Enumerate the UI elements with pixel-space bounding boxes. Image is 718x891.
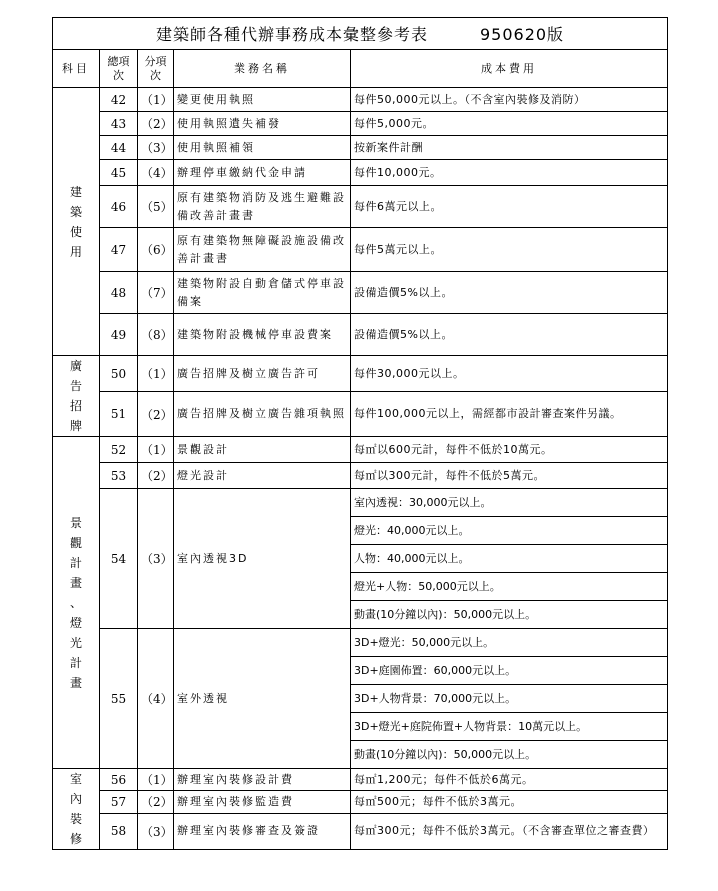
table-row	[53, 392, 668, 437]
item-total-number: 51	[100, 392, 138, 437]
category-cell	[53, 769, 100, 850]
item-sub-number: （7）	[138, 272, 174, 314]
table-row	[53, 228, 668, 272]
item-cost: 每件50,000元以上。（不含室內裝修及消防）	[351, 88, 668, 112]
table-row	[53, 813, 668, 849]
item-total-number: 43	[100, 112, 138, 136]
item-cost: 每件6萬元以上。	[351, 186, 668, 228]
table-row	[53, 314, 668, 356]
cost-line: 動畫(10分鐘以內)：50,000元以上。	[354, 748, 537, 761]
category-cell	[53, 356, 100, 437]
cost-line: 燈光：40,000元以上。	[351, 517, 667, 545]
item-cost: 每件100,000元以上，需經都市設計審查案件另議。	[351, 392, 668, 437]
item-cost: 每㎡以600元計，每件不低於10萬元。	[351, 437, 668, 463]
item-sub-number: （3）	[138, 136, 174, 160]
table-row	[53, 88, 668, 112]
table-row	[53, 629, 668, 769]
item-sub-number: （4）	[138, 629, 174, 769]
table-title	[53, 18, 668, 50]
item-sub-number: （6）	[138, 228, 174, 272]
item-total-number: 45	[100, 160, 138, 186]
category-cell	[53, 88, 100, 356]
item-name: 建築物附設自動倉儲式停車設備案	[174, 272, 351, 314]
item-total-number: 58	[100, 813, 138, 849]
item-sub-number: （5）	[138, 186, 174, 228]
table-row	[53, 136, 668, 160]
item-cost: 每㎡1,200元；每件不低於6萬元。	[351, 769, 668, 791]
cost-line: 3D+人物背景：70,000元以上。	[351, 685, 667, 713]
header-category: 科目	[53, 50, 100, 88]
header-name: 業務名稱	[174, 50, 351, 88]
cost-line: 人物：40,000元以上。	[351, 545, 667, 573]
item-total-number: 42	[100, 88, 138, 112]
item-total-number: 55	[100, 629, 138, 769]
item-name: 原有建築物消防及逃生避難設備改善計畫書	[174, 186, 351, 228]
item-name: 燈光設計	[174, 463, 351, 489]
cost-list-cell	[351, 629, 668, 769]
header-sub-no: 分項次	[138, 50, 174, 88]
item-total-number: 50	[100, 356, 138, 392]
table-row	[53, 272, 668, 314]
item-sub-number: （1）	[138, 356, 174, 392]
cost-list-cell	[351, 489, 668, 629]
item-sub-number: （1）	[138, 88, 174, 112]
table-row	[53, 112, 668, 136]
cost-line: 動畫(10分鐘以內)：50,000元以上。	[354, 608, 537, 621]
item-cost: 按新案件計酬	[351, 136, 668, 160]
item-total-number: 44	[100, 136, 138, 160]
item-cost: 設備造價5%以上。	[351, 314, 668, 356]
item-cost: 每㎡以300元計，每件不低於5萬元。	[351, 463, 668, 489]
item-name: 辦理室內裝修設計費	[174, 769, 351, 791]
item-name: 辦理室內裝修審查及簽證	[174, 813, 351, 849]
item-name: 室外透視	[174, 629, 351, 769]
category-cell	[53, 437, 100, 769]
cost-line: 3D+燈光：50,000元以上。	[351, 629, 667, 657]
item-name: 原有建築物無障礙設施設備改善計畫書	[174, 228, 351, 272]
item-name: 辦理停車繳納代金申請	[174, 160, 351, 186]
category-label: 景 觀 計 畫 、 燈 光 計 畫	[69, 515, 82, 690]
title-main: 建築師各種代辦事務成本彙整參考表	[155, 25, 428, 44]
table-row	[53, 160, 668, 186]
category-label: 廣 告 招 牌	[69, 359, 82, 433]
item-name: 變更使用執照	[174, 88, 351, 112]
item-sub-number: （2）	[138, 392, 174, 437]
cost-line: 室內透視：30,000元以上。	[351, 489, 667, 517]
table-row	[53, 437, 668, 463]
item-sub-number: （2）	[138, 112, 174, 136]
cost-reference-table	[52, 17, 668, 850]
item-total-number: 48	[100, 272, 138, 314]
item-name: 使用執照補領	[174, 136, 351, 160]
item-name: 廣告招牌及樹立廣告許可	[174, 356, 351, 392]
item-sub-number: （1）	[138, 769, 174, 791]
item-total-number: 47	[100, 228, 138, 272]
item-sub-number: （1）	[138, 437, 174, 463]
item-name: 室內透視3D	[174, 489, 351, 629]
title-row	[53, 18, 668, 50]
item-sub-number: （3）	[138, 489, 174, 629]
header-total-no: 總項次	[100, 50, 138, 88]
item-name: 景觀設計	[174, 437, 351, 463]
category-label: 室 內 裝 修	[69, 772, 82, 846]
item-total-number: 46	[100, 186, 138, 228]
cost-line: 3D+燈光+庭院佈置+人物背景：10萬元以上。	[351, 713, 667, 741]
item-cost: 設備造價5%以上。	[351, 272, 668, 314]
item-cost: 每件30,000元以上。	[351, 356, 668, 392]
header-cost: 成本費用	[351, 50, 668, 88]
item-total-number: 57	[100, 791, 138, 813]
item-cost: 每㎡300元；每件不低於3萬元。（不含審查單位之審查費）	[351, 813, 668, 849]
cost-line: 燈光+人物：50,000元以上。	[351, 573, 667, 601]
table-row	[53, 463, 668, 489]
item-cost: 每件5,000元。	[351, 112, 668, 136]
item-sub-number: （2）	[138, 791, 174, 813]
item-name: 建築物附設機械停車設費案	[174, 314, 351, 356]
item-name: 廣告招牌及樹立廣告雜項執照	[174, 392, 351, 437]
header-row	[53, 50, 668, 88]
table-row	[53, 769, 668, 791]
title-version: 950620版	[479, 25, 565, 44]
item-total-number: 53	[100, 463, 138, 489]
table-row	[53, 356, 668, 392]
item-name: 使用執照遺失補發	[174, 112, 351, 136]
item-total-number: 56	[100, 769, 138, 791]
item-name: 辦理室內裝修監造費	[174, 791, 351, 813]
item-cost: 每㎡500元；每件不低於3萬元。	[351, 791, 668, 813]
item-total-number: 49	[100, 314, 138, 356]
table-row	[53, 186, 668, 228]
category-label: 建 築 使 用	[69, 184, 82, 259]
item-sub-number: （8）	[138, 314, 174, 356]
item-total-number: 54	[100, 489, 138, 629]
item-sub-number: （4）	[138, 160, 174, 186]
item-sub-number: （2）	[138, 463, 174, 489]
item-total-number: 52	[100, 437, 138, 463]
cost-line: 3D+庭園佈置：60,000元以上。	[351, 657, 667, 685]
item-sub-number: （3）	[138, 813, 174, 849]
table-row	[53, 791, 668, 813]
item-cost: 每件5萬元以上。	[351, 228, 668, 272]
table-row	[53, 489, 668, 629]
item-cost: 每件10,000元。	[351, 160, 668, 186]
